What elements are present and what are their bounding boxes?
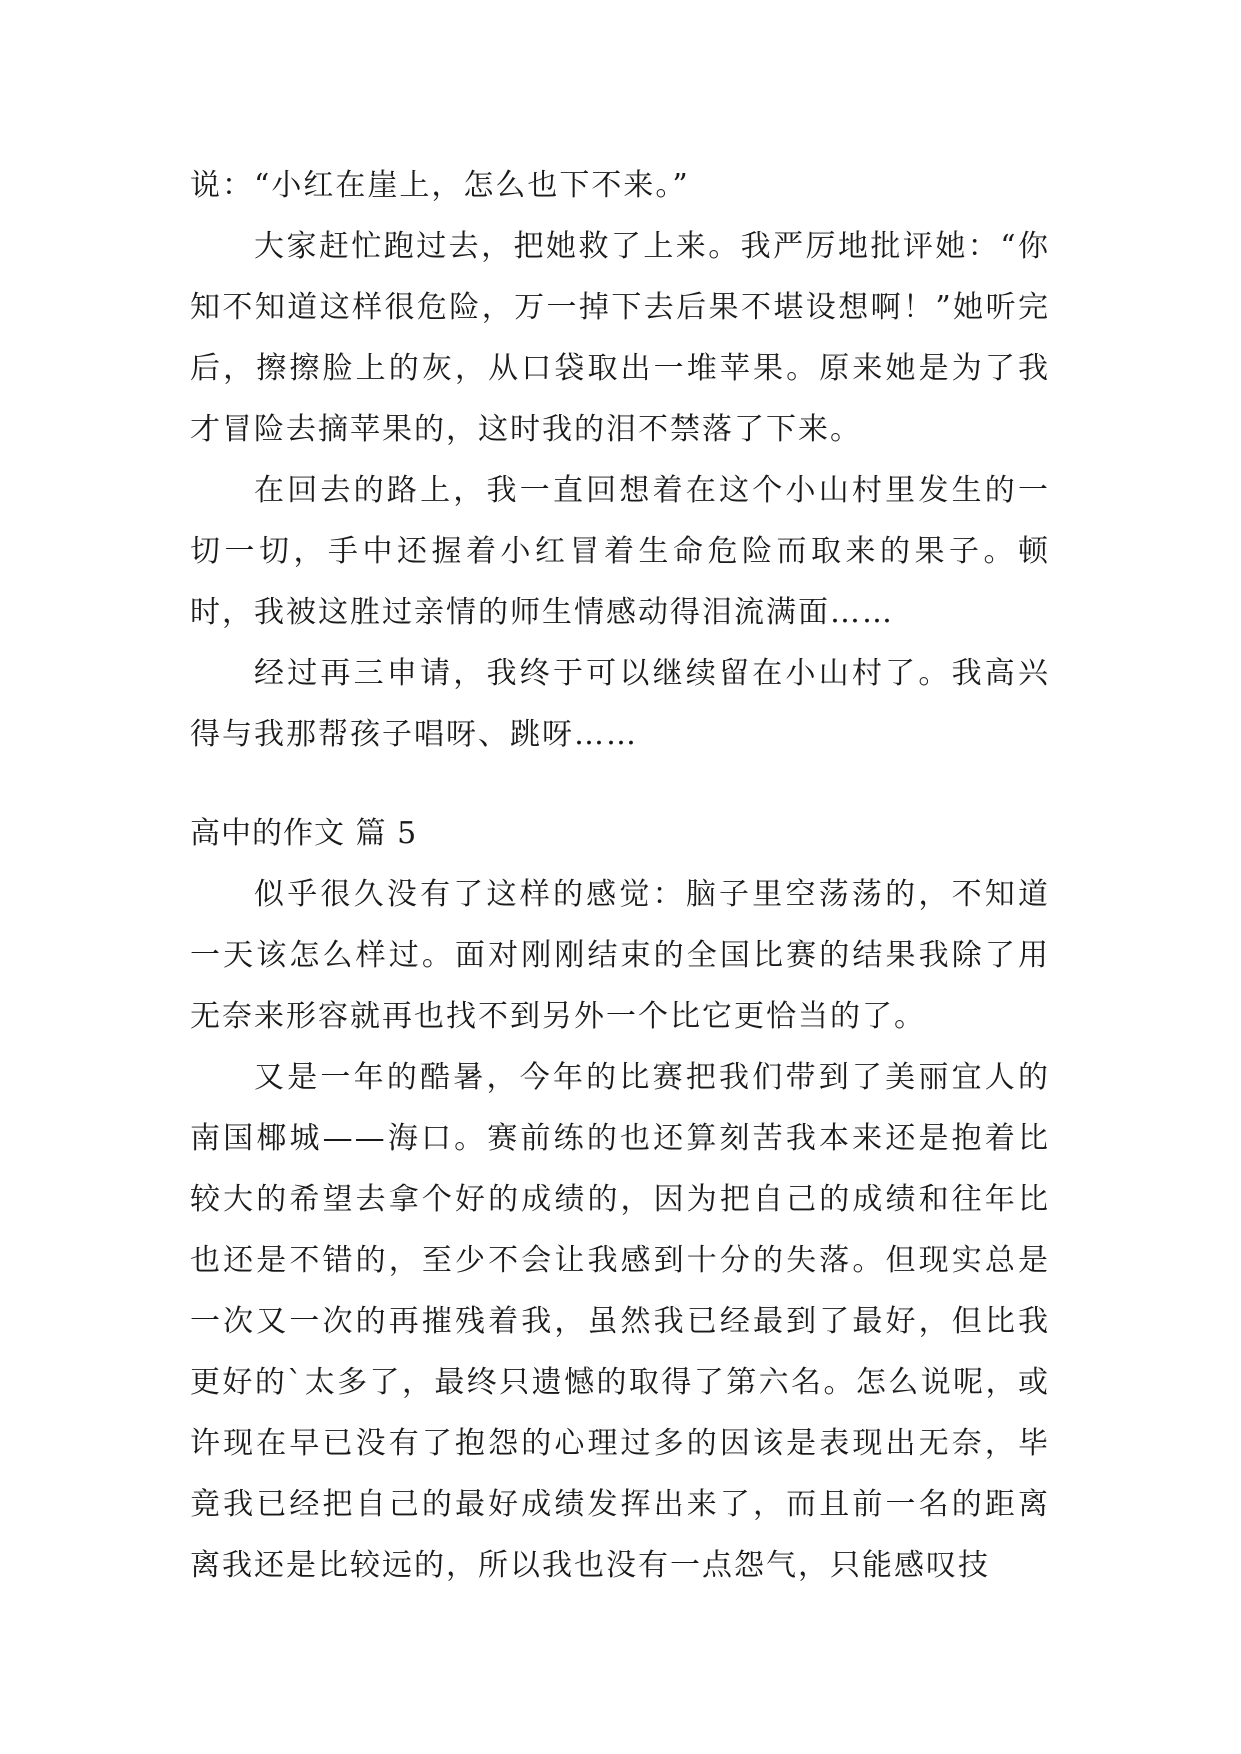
essay-continued-section bbox=[190, 155, 1050, 765]
paragraph-rescue: 大家赶忙跑过去，把她救了上来。我严厉地批评她：“你知不知道这样很危险，万一掉下去后果不堪设想啊！”她听完后，擦擦脸上的灰，从口袋取出一堆苹果。原来她是为了我才冒险去摘苹果的，这时我的泪不禁落了下来。 bbox=[190, 229, 1050, 447]
essay-5-section bbox=[190, 864, 1050, 1596]
paragraph-way-back: 在回去的路上，我一直回想着在这个小山村里发生的一切一切，手中还握着小红冒着生命危险而取来的果子。顿时，我被这胜过亲情的师生情感动得泪流满面…… bbox=[190, 473, 1050, 630]
paragraph-competition: 又是一年的酷暑，今年的比赛把我们带到了美丽宜人的南国椰城——海口。赛前练的也还算刻苦我本来还是抱着比较大的希望去拿个好的成绩的，因为把自己的成绩和往年比也还是不错的，至少不会让我感到十分的失落。但现实总是一次又一次的再摧残着我，虽然我已经最到了最好，但比我更好的`太多了，最终只遗憾的取得了第六名。怎么说呢，或许现在早已没有了抱怨的心理过多的因该是表现出无奈，毕竟我已经把自己的最好成绩发挥出来了，而且前一名的距离离我还是比较远的，所以我也没有一点怨气，只能感叹技 bbox=[190, 1060, 1050, 1583]
paragraph-stay: 经过再三申请，我终于可以继续留在小山村了。我高兴得与我那帮孩子唱呀、跳呀…… bbox=[190, 656, 1050, 752]
paragraph-intro: 似乎很久没有了这样的感觉：脑子里空荡荡的，不知道一天该怎么样过。面对刚刚结束的全国比赛的结果我除了用无奈来形容就再也找不到另外一个比它更恰当的了。 bbox=[190, 877, 1050, 1034]
paragraph-dialogue: 说：“小红在崖上，怎么也下不来。” bbox=[190, 168, 690, 203]
essay-heading: 高中的作文 篇 5 bbox=[190, 816, 418, 851]
